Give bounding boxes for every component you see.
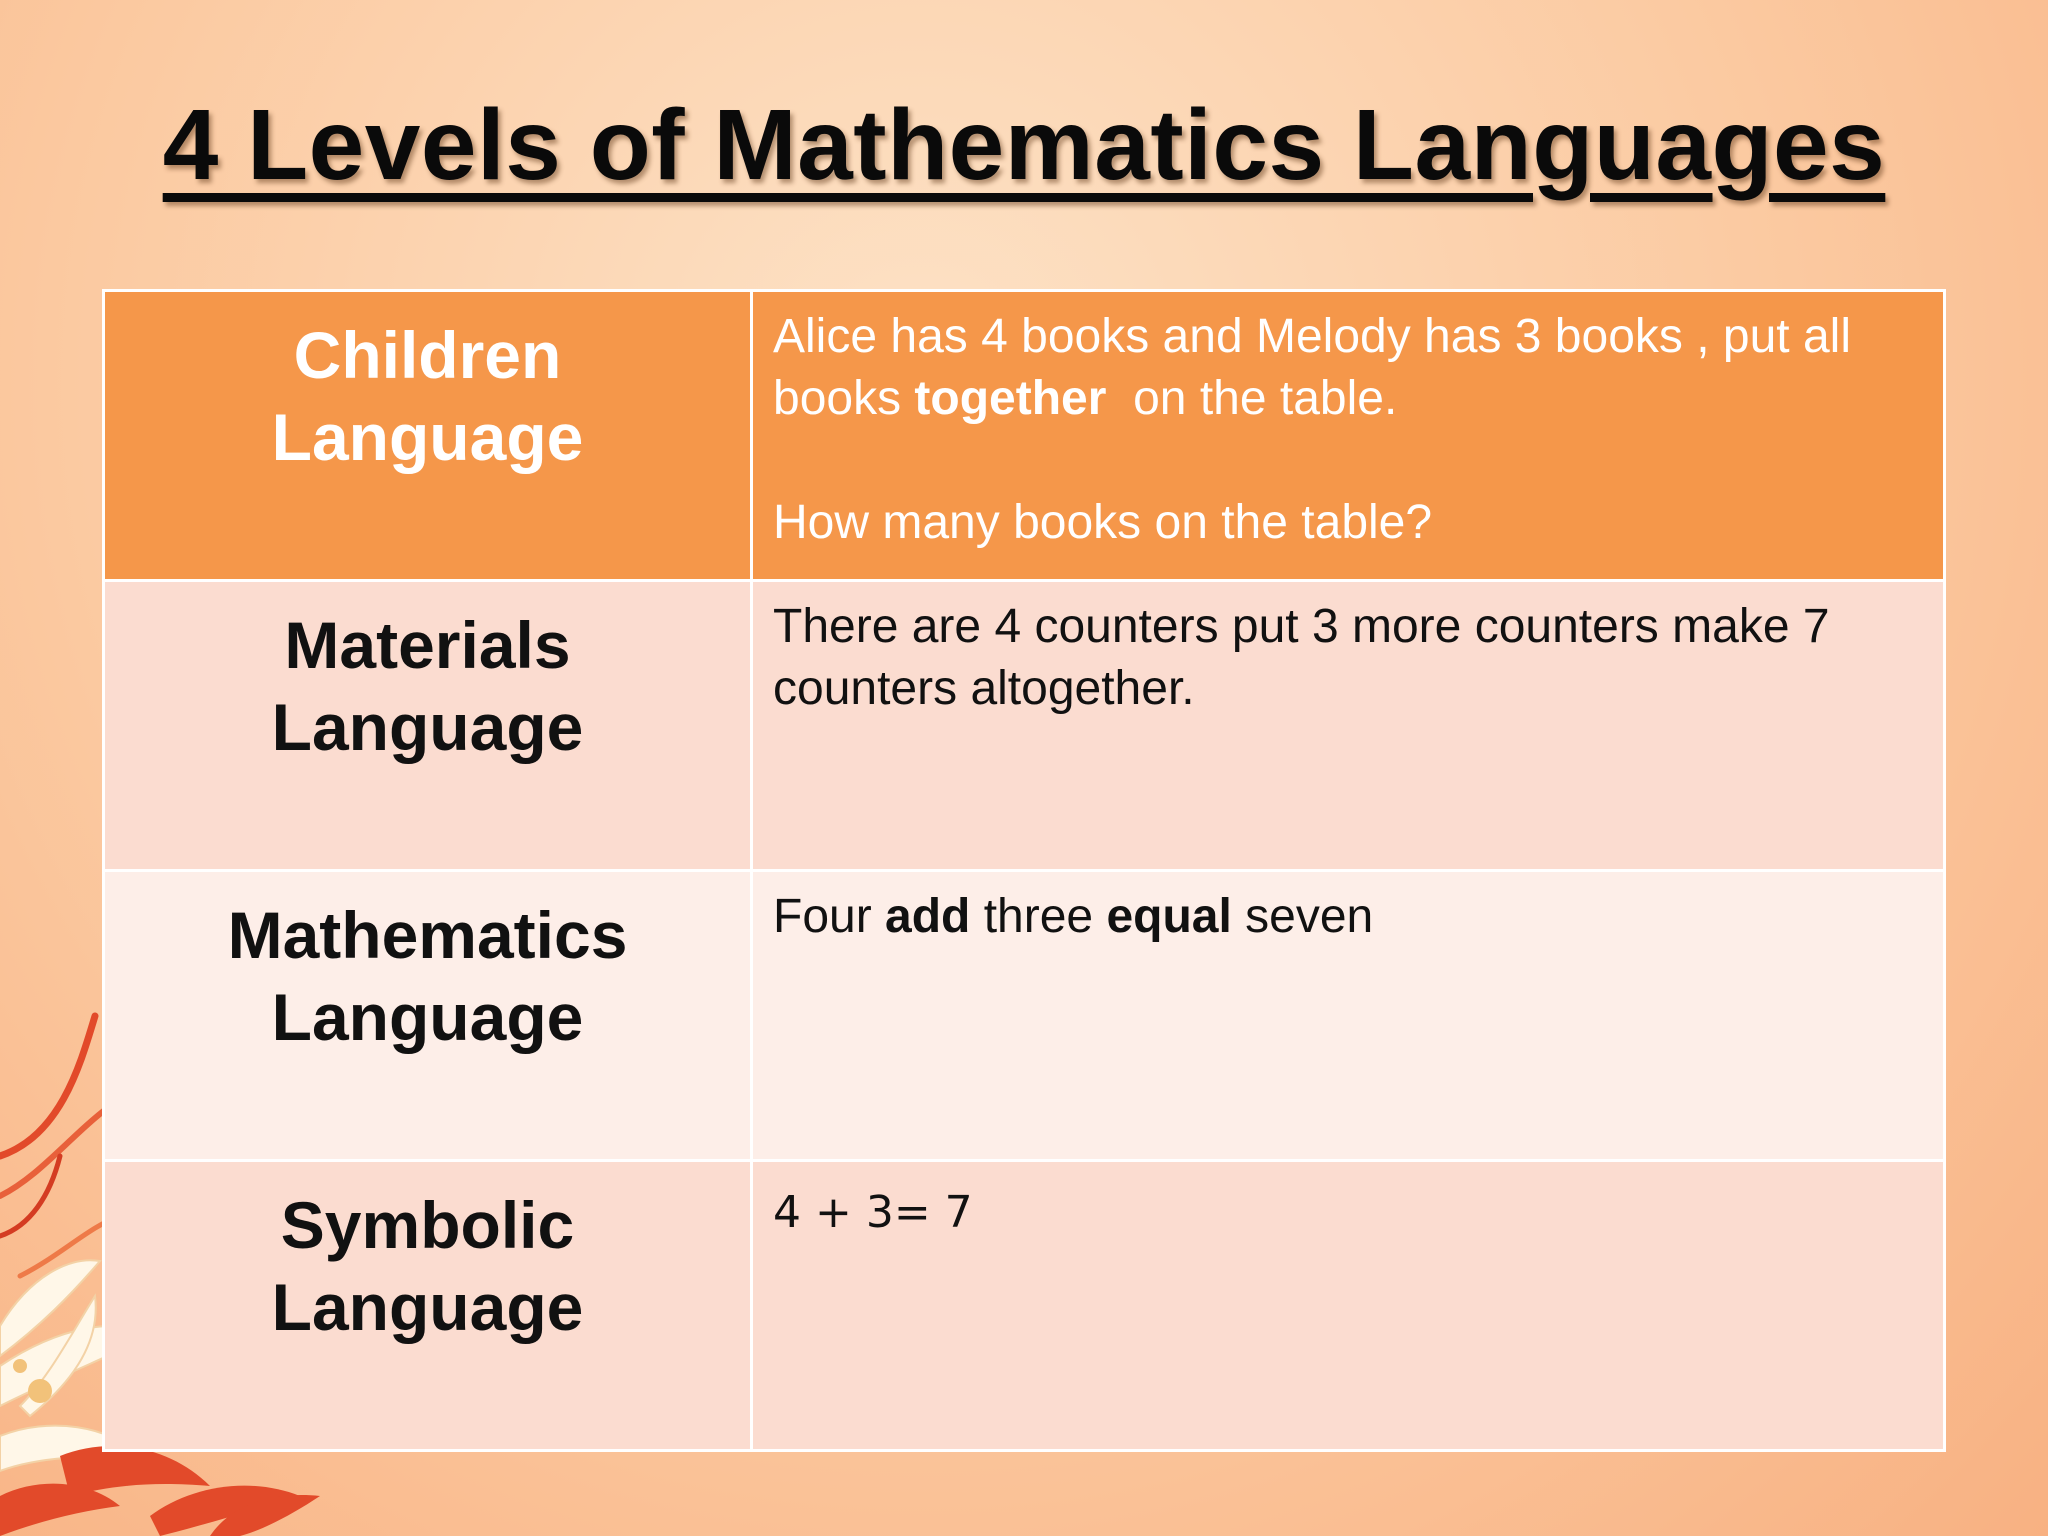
level-label <box>105 1162 750 1348</box>
bold-word: together <box>914 372 1107 425</box>
text-span: on the table. <box>1106 372 1398 425</box>
level-label <box>105 582 750 768</box>
example-text <box>773 886 1921 948</box>
label-line: Materials <box>284 608 571 682</box>
bold-word: equal <box>1106 890 1232 943</box>
level-label-cell <box>104 291 752 581</box>
level-example-cell <box>752 581 1945 871</box>
level-example <box>753 582 1943 720</box>
text-span: Alice has 4 books and Melody has 3 books , put all books <box>773 310 1851 425</box>
label-line: Children <box>293 318 562 392</box>
label-line: Language <box>271 400 584 474</box>
label-line: Language <box>271 1270 584 1344</box>
level-example-cell <box>752 871 1945 1161</box>
level-example <box>753 1162 1943 1244</box>
table-row <box>104 291 1945 581</box>
table-row <box>104 1161 1945 1451</box>
text-span: Four <box>773 890 886 943</box>
bold-word: add <box>885 890 971 943</box>
text-span: three <box>970 890 1107 943</box>
level-example <box>753 872 1943 948</box>
level-label-cell <box>104 1161 752 1451</box>
label-line: Symbolic <box>280 1188 575 1262</box>
level-example-cell <box>752 291 1945 581</box>
example-text: 4 + 3= 7 <box>773 1187 973 1238</box>
label-line: Language <box>271 690 584 764</box>
table-row <box>104 871 1945 1161</box>
level-label-cell <box>104 581 752 871</box>
level-example-cell <box>752 1161 1945 1451</box>
example-text <box>773 306 1921 430</box>
table-row <box>104 581 1945 871</box>
example-question: How many books on the table? <box>773 496 1433 549</box>
level-example <box>753 292 1943 554</box>
label-line: Language <box>271 980 584 1054</box>
text-span: seven <box>1231 890 1374 943</box>
level-label <box>105 292 750 478</box>
label-line: Mathematics <box>227 898 628 972</box>
language-levels-table <box>102 289 1946 1452</box>
level-label-cell <box>104 871 752 1161</box>
slide-title: 4 Levels of Mathematics Languages <box>162 89 1886 201</box>
example-text: There are 4 counters put 3 more counters make 7 counters altogether. <box>773 600 1830 715</box>
level-label <box>105 872 750 1058</box>
